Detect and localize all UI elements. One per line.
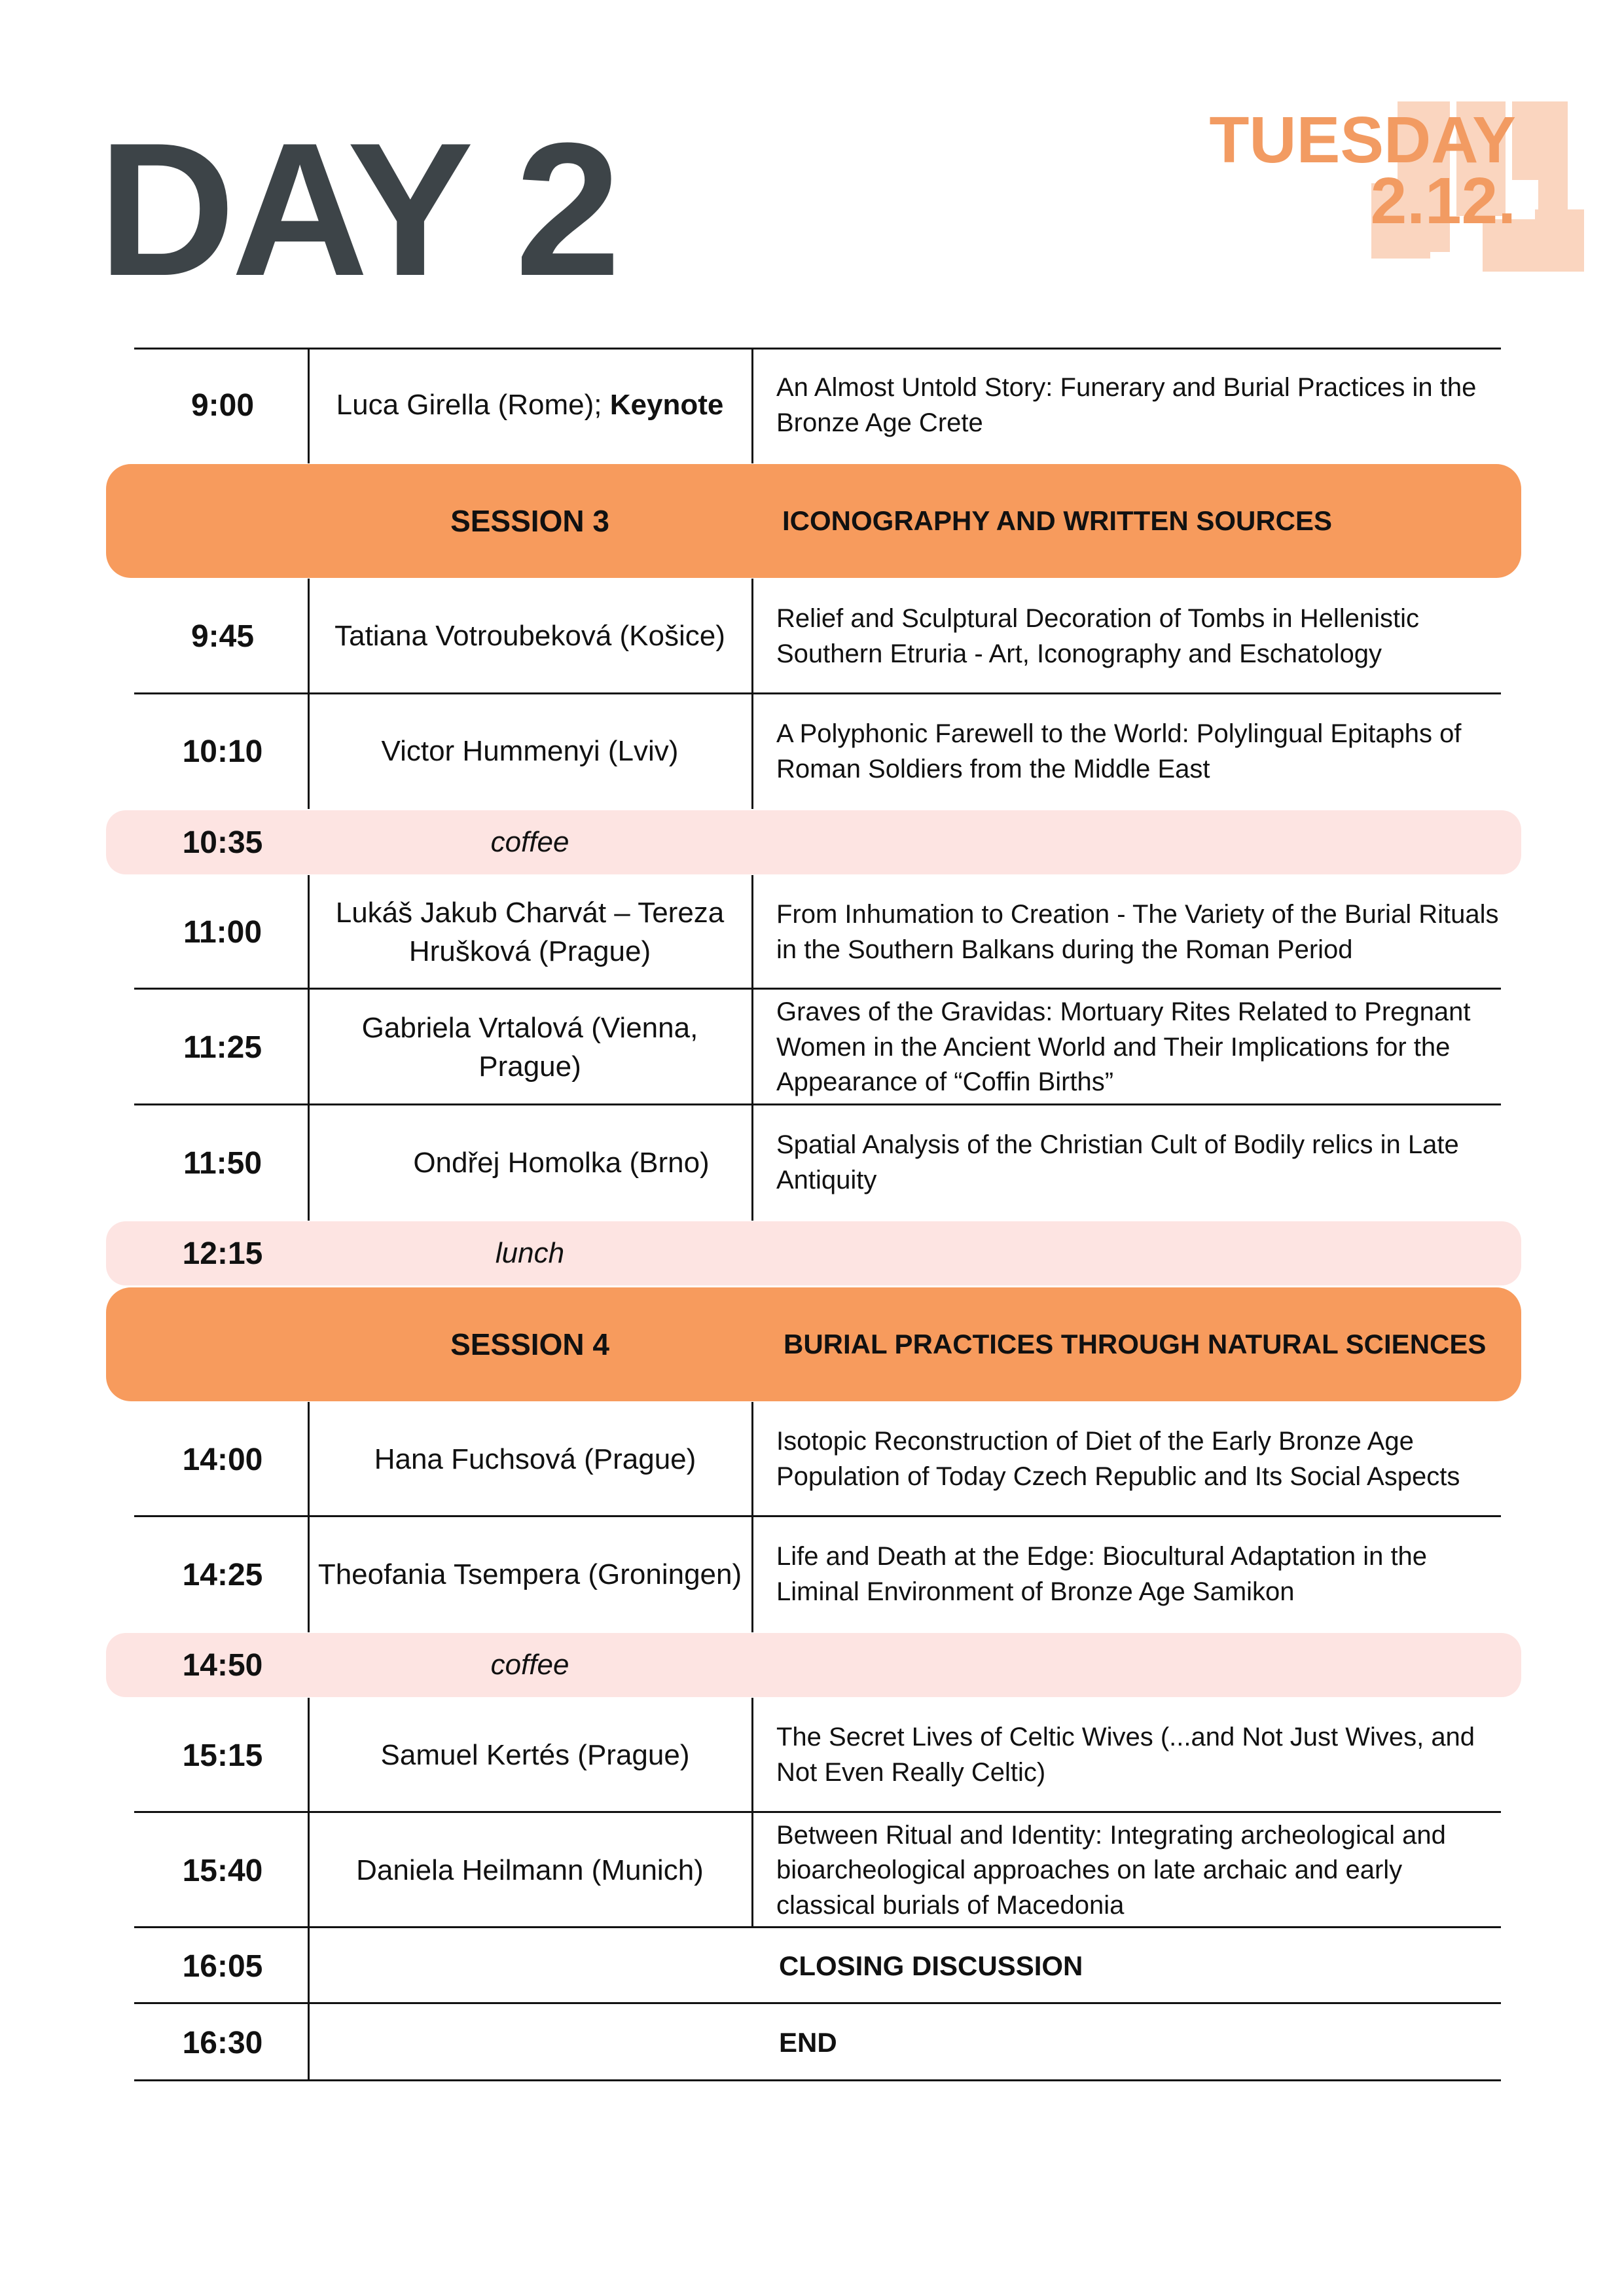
row-speaker: Samuel Kertés (Prague) <box>380 1738 690 1771</box>
break-bar <box>106 810 1521 874</box>
schedule-row <box>0 1105 1624 1221</box>
break-bar <box>106 1221 1521 1285</box>
schedule-row <box>0 990 1624 1105</box>
row-time: 15:15 <box>182 1738 263 1773</box>
row-speaker: Tatiana Votroubeková (Košice) <box>334 620 725 653</box>
row-talk-title: An Almost Untold Story: Funerary and Burial Practices in the Bronze Age Crete <box>776 372 1477 437</box>
row-time: 10:10 <box>182 734 263 769</box>
row-talk-title: Isotopic Reconstruction of Diet of the Early Bronze Age Population of Today Czech Republic and Its Social Aspects <box>776 1427 1460 1491</box>
keynote-label: Keynote <box>609 389 724 422</box>
row-talk-title: Relief and Sculptural Decoration of Tombs in Hellenistic Southern Etruria - Art, Iconography and Eschatology <box>776 603 1419 668</box>
row-talk-title: From Inhumation to Creation - The Variety of the Burial Rituals in the Southern Balkans during the Roman Period <box>776 899 1499 964</box>
schedule-row <box>0 1698 1624 1813</box>
schedule-row <box>0 1517 1624 1632</box>
schedule-row <box>0 579 1624 694</box>
break-label: coffee <box>490 1649 569 1681</box>
page-title: DAY 2 <box>98 103 617 315</box>
break-label: coffee <box>490 826 569 858</box>
row-speaker: Daniela Heilmann (Munich) <box>356 1854 704 1886</box>
row-time: 15:40 <box>182 1853 263 1888</box>
row-talk-title: Between Ritual and Identity: Integrating archeological and bioarcheological approaches on late archaic and early classical burials of Macedonia <box>776 1820 1446 1920</box>
row-time: 14:00 <box>182 1442 263 1477</box>
row-time: 11:00 <box>183 915 262 950</box>
row-talk-title: Life and Death at the Edge: Biocultural Adaptation in the Liminal Environment of Bronze Age Samikon <box>776 1542 1428 1606</box>
row-talk-title: The Secret Lives of Celtic Wives (...and Not Just Wives, and Not Even Really Celtic) <box>776 1723 1475 1787</box>
row-speaker: Hana Fuchsová (Prague) <box>374 1443 696 1475</box>
row-speaker: Gabriela Vrtalová (Vienna, Prague) <box>361 1012 698 1083</box>
row-time: 9:00 <box>190 388 255 423</box>
row-speaker: Theofania Tsempera (Groningen) <box>317 1558 742 1590</box>
session-bar <box>106 464 1521 578</box>
break-time: 12:15 <box>182 1236 263 1271</box>
row-time: 11:50 <box>183 1145 262 1181</box>
row-time: 14:25 <box>182 1557 263 1592</box>
row-time: 16:05 <box>182 1948 263 1984</box>
row-speaker: Ondřej Homolka (Brno) <box>413 1146 710 1179</box>
date-block <box>1209 103 1516 238</box>
weekday-label: TUESDAY <box>1209 103 1516 177</box>
row-talk-title: Spatial Analysis of the Christian Cult of Bodily relics in Late Antiquity <box>776 1130 1459 1194</box>
row-speaker <box>309 348 751 463</box>
closing-discussion-label: CLOSING DISCUSSION <box>779 1950 1083 1981</box>
row-speaker: Victor Hummenyi (Lviv) <box>381 735 679 768</box>
date-label: 2.12. <box>1370 164 1516 238</box>
schedule-row <box>0 2004 1624 2081</box>
row-talk-title: A Polyphonic Farewell to the World: Polylingual Epitaphs of Roman Soldiers from the Middle East <box>776 719 1462 783</box>
session-title: ICONOGRAPHY AND WRITTEN SOURCES <box>782 505 1333 536</box>
schedule-row <box>0 1928 1624 2004</box>
schedule-row <box>0 1813 1624 1928</box>
speaker-name: Luca Girella (Rome); <box>336 389 610 422</box>
row-time: 16:30 <box>182 2025 263 2060</box>
break-bar <box>106 1633 1521 1697</box>
session-label: SESSION 4 <box>450 1327 609 1361</box>
schedule-row <box>0 1402 1624 1517</box>
session-label: SESSION 3 <box>450 504 609 538</box>
row-time: 11:25 <box>183 1030 262 1065</box>
schedule-row <box>0 348 1624 463</box>
schedule-row <box>0 875 1624 990</box>
break-time: 10:35 <box>182 825 263 860</box>
row-talk-title: Graves of the Gravidas: Mortuary Rites Related to Pregnant Women in the Ancient World and Their Implications for the Appearance of “Coffin Births” <box>776 997 1471 1097</box>
session-title: BURIAL PRACTICES THROUGH NATURAL SCIENCES <box>784 1329 1487 1359</box>
session-bar <box>106 1287 1521 1401</box>
end-label: END <box>779 2027 837 2058</box>
break-time: 14:50 <box>182 1647 263 1683</box>
break-label: lunch <box>495 1237 565 1269</box>
row-speaker: Lukáš Jakub Charvát – Tereza Hrušková (Prague) <box>335 897 725 967</box>
schedule-row <box>0 694 1624 809</box>
row-time: 9:45 <box>190 619 255 654</box>
